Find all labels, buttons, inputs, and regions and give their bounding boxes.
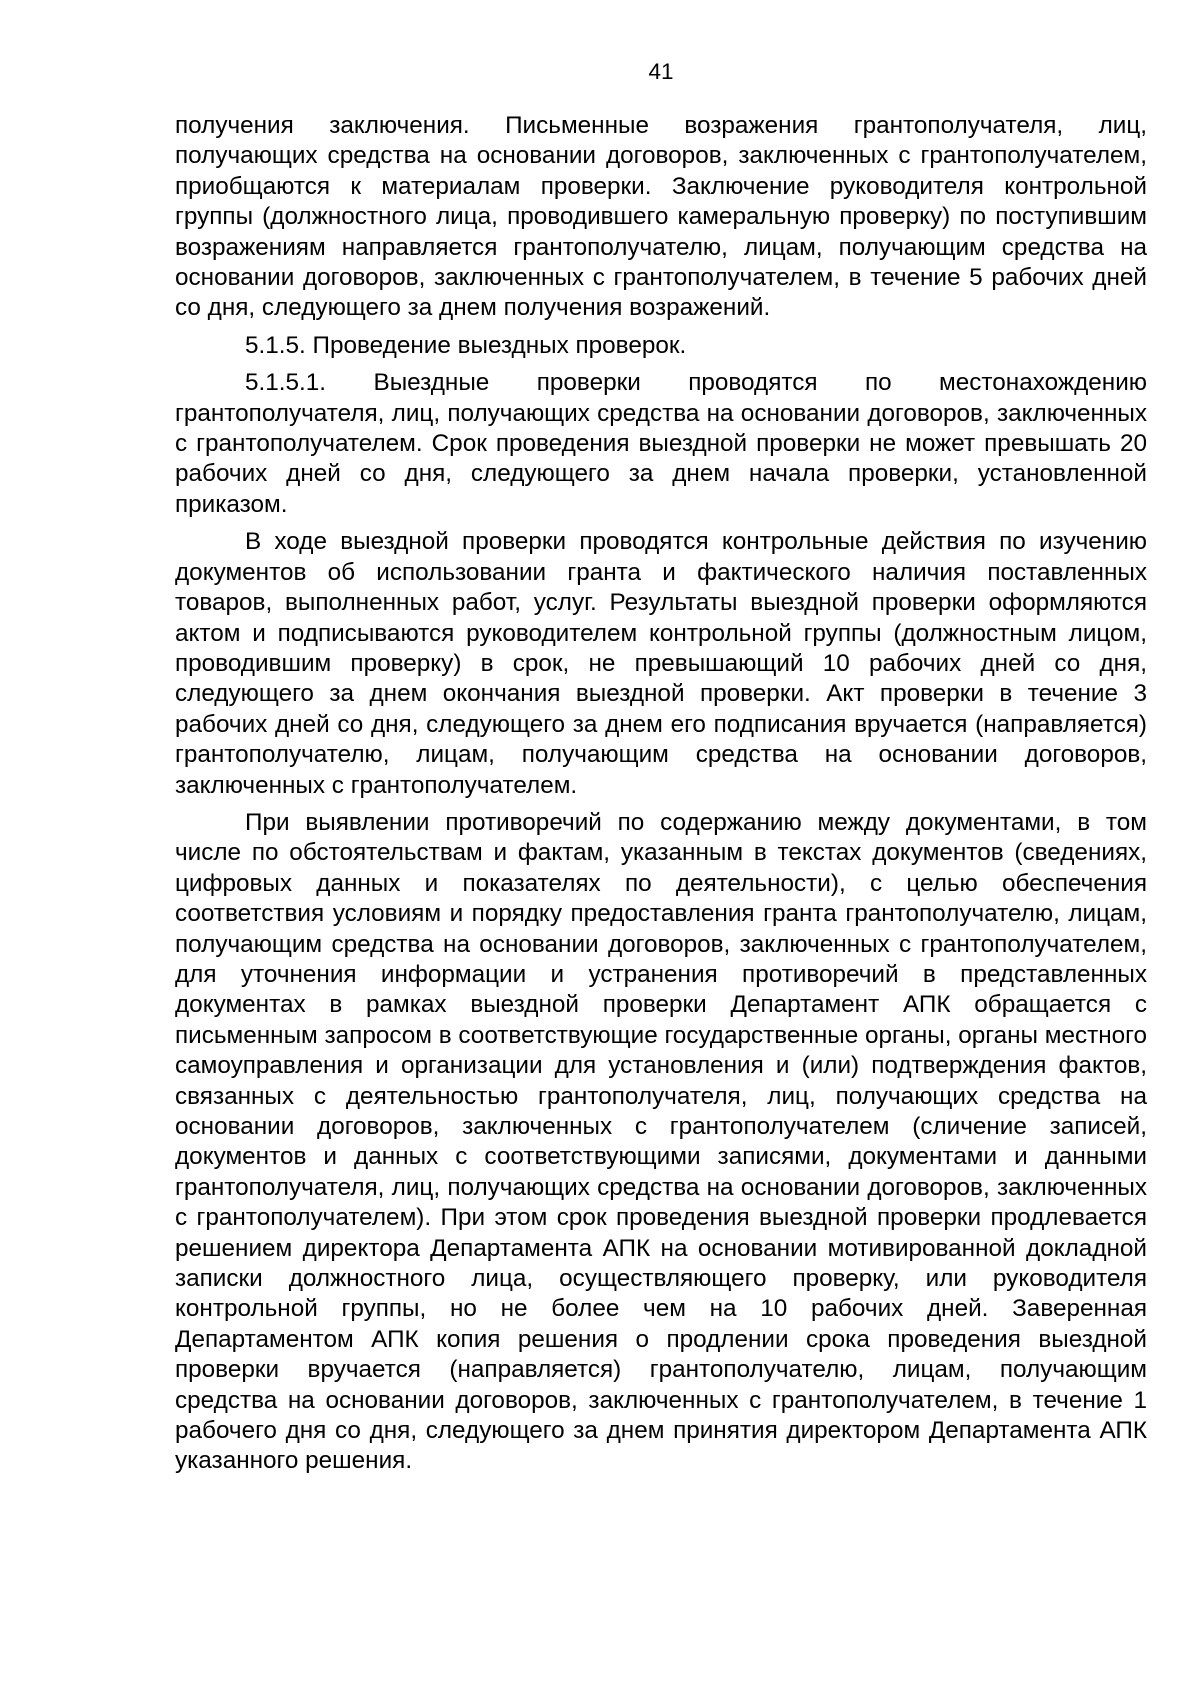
paragraph-onsite-inspection-actions: В ходе выездной проверки проводятся контрольные действия по изучению документов об использовании гранта и фактического наличия поставленных товаров, выполненных работ, услуг. Результаты выездной проверки оформляются актом и подписываются руководителем контрольной группы (должностным лицом, проводившим проверку) в срок, не превышающий 10 рабочих дней со дня, следующего за днем окончания выездной проверки. Акт проверки в течение 3 рабочих дней со дня, следующего за днем его подписания вручается (направляется) грантополучателю, лицам, получающим средства на основании договоров, заключенных с грантополучателем.	[175, 528, 1147, 799]
document-body	[175, 111, 1147, 1484]
paragraph-conclusion-objections: получения заключения. Письменные возражения грантополучателя, лиц, получающих средства на основании договоров, заключенных с грантополучателем, приобщаются к материалам проверки. Заключение руководителя контрольной группы (должностного лица, проводившего камеральную проверку) по поступившим возражениям направляется грантополучателю, лицам, получающим средства на основании договоров, заключенных с грантополучателем, в течение 5 рабочих дней со дня, следующего за днем получения возражений.	[175, 112, 1147, 322]
section-heading-5-1-5: 5.1.5. Проведение выездных проверок.	[245, 331, 687, 359]
paragraph-contradictions: При выявлении противоречий по содержанию между документами, в том числе по обстоятельствам и фактам, указанным в текстах документов (сведениях, цифровых данных и показателях по деятельности), с целью обеспечения соответствия условиям и порядку предоставления гранта грантополучателю, лицам, получающим средства на основании договоров, заключенных с грантополучателем, для уточнения информации и устранения противоречий в представленных документах в рамках выездной проверки Департамент АПК обращается с письменным запросом в соответствующие государственные органы, органы местного самоуправления и организации для установления и (или) подтверждения фактов, связанных с деятельностью грантополучателя, лиц, получающих средства на основании договоров, заключенных с грантополучателем (сличение записей, документов и данных с соответствующими записями, документами и данными грантополучателя, лиц, получающих средства на основании договоров, заключенных с грантополучателем). При этом срок проведения выездной проверки продлевается решением директора Департамента АПК на основании мотивированной докладной записки должностного лица, осуществляющего проверку, или руководителя контрольной группы, но не более чем на 10 рабочих дней. Заверенная Департаментом АПК копия решения о продлении срока проведения выездной проверки вручается (направляется) грантополучателю, лицам, получающим средства на основании договоров, заключенных с грантополучателем, в течение 1 рабочего дня со дня, следующего за днем принятия директором Департамента АПК указанного решения.	[175, 808, 1148, 1475]
paragraph-5-1-5-1: 5.1.5.1. Выездные проверки проводятся по местонахождению грантополучателя, лиц, получающих средства на основании договоров, заключенных с грантополучателем. Срок проведения выездной проверки не может превышать 20 рабочих дней со дня, следующего за днем начала проверки, установленной приказом.	[175, 369, 1147, 518]
page-number: 41	[648, 59, 674, 84]
